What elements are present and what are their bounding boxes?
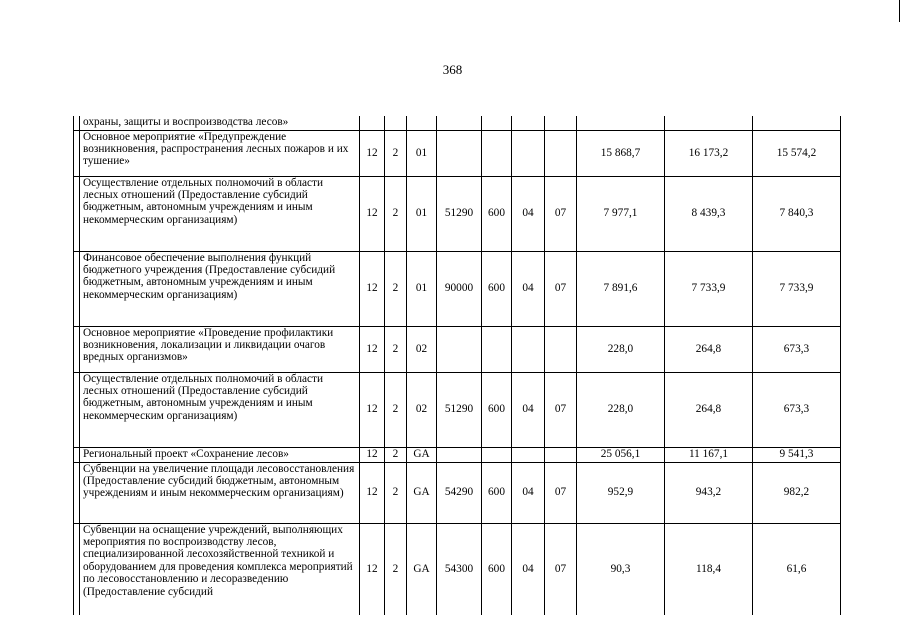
cell-c6 [512, 447, 545, 462]
cell-v3: 673,3 [753, 372, 841, 447]
table-row [74, 372, 841, 447]
cell-c5: 600 [482, 372, 512, 447]
cell-v2: 8 439,3 [665, 176, 753, 251]
cell-c3: 02 [407, 326, 437, 372]
cell-c1: 12 [360, 251, 385, 326]
cell-v1: 25 056,1 [577, 447, 665, 462]
cell-c2: 2 [385, 447, 407, 462]
table-row [74, 462, 841, 523]
row-name: Финансовое обеспечение выполнения функций бюджетного учреждения (Предоставление субсидий бюджетным, автономным учреждениям и иным некоммерческим организациям) [80, 251, 360, 326]
table-row [74, 130, 841, 176]
cell-c3: GA [407, 447, 437, 462]
cell-c5 [482, 130, 512, 176]
cell-c7 [545, 130, 577, 176]
row-name: Региональный проект «Сохранение лесов» [80, 447, 360, 462]
cell-c6: 04 [512, 176, 545, 251]
cell-v1: 7 891,6 [577, 251, 665, 326]
cell-c3: GA [407, 523, 437, 615]
scan-edge-mark [899, 0, 900, 22]
row-name: Основное мероприятие «Предупреждение возникновения, распространения лесных пожаров и их тушение» [80, 130, 360, 176]
cell-c5 [482, 116, 512, 130]
cell-c7: 07 [545, 523, 577, 615]
cell-c4 [437, 326, 482, 372]
cell-c2: 2 [385, 523, 407, 615]
cell-c4 [437, 116, 482, 130]
cell-v1: 228,0 [577, 326, 665, 372]
cell-c3: 01 [407, 176, 437, 251]
cell-c2: 2 [385, 462, 407, 523]
cell-c6 [512, 116, 545, 130]
cell-c1: 12 [360, 326, 385, 372]
cell-c1: 12 [360, 372, 385, 447]
row-name: Осуществление отдельных полномочий в области лесных отношений (Предоставление субсидий бюджетным, автономным учреждениям и иным некоммерческим организациям) [80, 176, 360, 251]
cell-c6: 04 [512, 251, 545, 326]
cell-c7 [545, 326, 577, 372]
table-row [74, 116, 841, 130]
cell-c2: 2 [385, 326, 407, 372]
cell-v2: 11 167,1 [665, 447, 753, 462]
page-number: 368 [442, 62, 463, 77]
cell-v1: 15 868,7 [577, 130, 665, 176]
cell-c6: 04 [512, 462, 545, 523]
cell-c2: 2 [385, 372, 407, 447]
cell-v2 [665, 116, 753, 130]
cell-c4: 54300 [437, 523, 482, 615]
cell-c3: 02 [407, 372, 437, 447]
row-name: охраны, защиты и воспроизводства лесов» [80, 116, 360, 130]
cell-v1 [577, 116, 665, 130]
cell-c4 [437, 447, 482, 462]
cell-c3: GA [407, 462, 437, 523]
cell-c1: 12 [360, 130, 385, 176]
row-name: Основное мероприятие «Проведение профилактики возникновения, локализации и ликвидации очагов вредных организмов» [80, 326, 360, 372]
cell-v2: 264,8 [665, 372, 753, 447]
cell-c5 [482, 326, 512, 372]
cell-v3 [753, 116, 841, 130]
cell-c6 [512, 326, 545, 372]
cell-v1: 228,0 [577, 372, 665, 447]
cell-c2: 2 [385, 130, 407, 176]
cell-v3: 7 840,3 [753, 176, 841, 251]
cell-v1: 952,9 [577, 462, 665, 523]
cell-c7: 07 [545, 372, 577, 447]
cell-c4 [437, 130, 482, 176]
cell-v1: 7 977,1 [577, 176, 665, 251]
cell-c1: 12 [360, 447, 385, 462]
row-name: Субвенции на увеличение площади лесовосстановления (Предоставление субсидий бюджетным, автономным учреждениям и иным некоммерческим организациям) [80, 462, 360, 523]
cell-c6 [512, 130, 545, 176]
cell-c1: 12 [360, 176, 385, 251]
row-name: Субвенции на оснащение учреждений, выполняющих мероприятия по воспроизводству лесов, специализированной лесохозяйственной техникой и оборудованием для проведения комплекса мероприятий по лесовосстановлению и лесоразведению (Предоставление субсидий [80, 523, 360, 615]
cell-c2 [385, 116, 407, 130]
cell-c1: 12 [360, 523, 385, 615]
cell-c5: 600 [482, 523, 512, 615]
budget-table [73, 116, 841, 615]
cell-v3: 61,6 [753, 523, 841, 615]
cell-v2: 16 173,2 [665, 130, 753, 176]
cell-c3: 01 [407, 130, 437, 176]
cell-v3: 673,3 [753, 326, 841, 372]
cell-c7: 07 [545, 251, 577, 326]
cell-c5 [482, 447, 512, 462]
cell-c7 [545, 116, 577, 130]
cell-c6: 04 [512, 372, 545, 447]
cell-v3: 15 574,2 [753, 130, 841, 176]
cell-c1: 12 [360, 462, 385, 523]
cell-v2: 943,2 [665, 462, 753, 523]
cell-c4: 54290 [437, 462, 482, 523]
cell-c1 [360, 116, 385, 130]
cell-c3: 01 [407, 251, 437, 326]
cell-v3: 9 541,3 [753, 447, 841, 462]
cell-v3: 7 733,9 [753, 251, 841, 326]
cell-c2: 2 [385, 176, 407, 251]
cell-c6: 04 [512, 523, 545, 615]
cell-v2: 264,8 [665, 326, 753, 372]
table-row [74, 326, 841, 372]
cell-c7: 07 [545, 176, 577, 251]
cell-c7 [545, 447, 577, 462]
cell-c4: 51290 [437, 372, 482, 447]
cell-c3 [407, 116, 437, 130]
table-row [74, 251, 841, 326]
cell-c5: 600 [482, 462, 512, 523]
cell-c5: 600 [482, 176, 512, 251]
table-row [74, 523, 841, 615]
table-row [74, 447, 841, 462]
cell-v2: 118,4 [665, 523, 753, 615]
cell-v1: 90,3 [577, 523, 665, 615]
table-row [74, 176, 841, 251]
cell-v2: 7 733,9 [665, 251, 753, 326]
cell-c5: 600 [482, 251, 512, 326]
row-name: Осуществление отдельных полномочий в области лесных отношений (Предоставление субсидий бюджетным, автономным учреждениям и иным некоммерческим организациям) [80, 372, 360, 447]
cell-c7: 07 [545, 462, 577, 523]
cell-c2: 2 [385, 251, 407, 326]
cell-v3: 982,2 [753, 462, 841, 523]
cell-c4: 90000 [437, 251, 482, 326]
cell-c4: 51290 [437, 176, 482, 251]
